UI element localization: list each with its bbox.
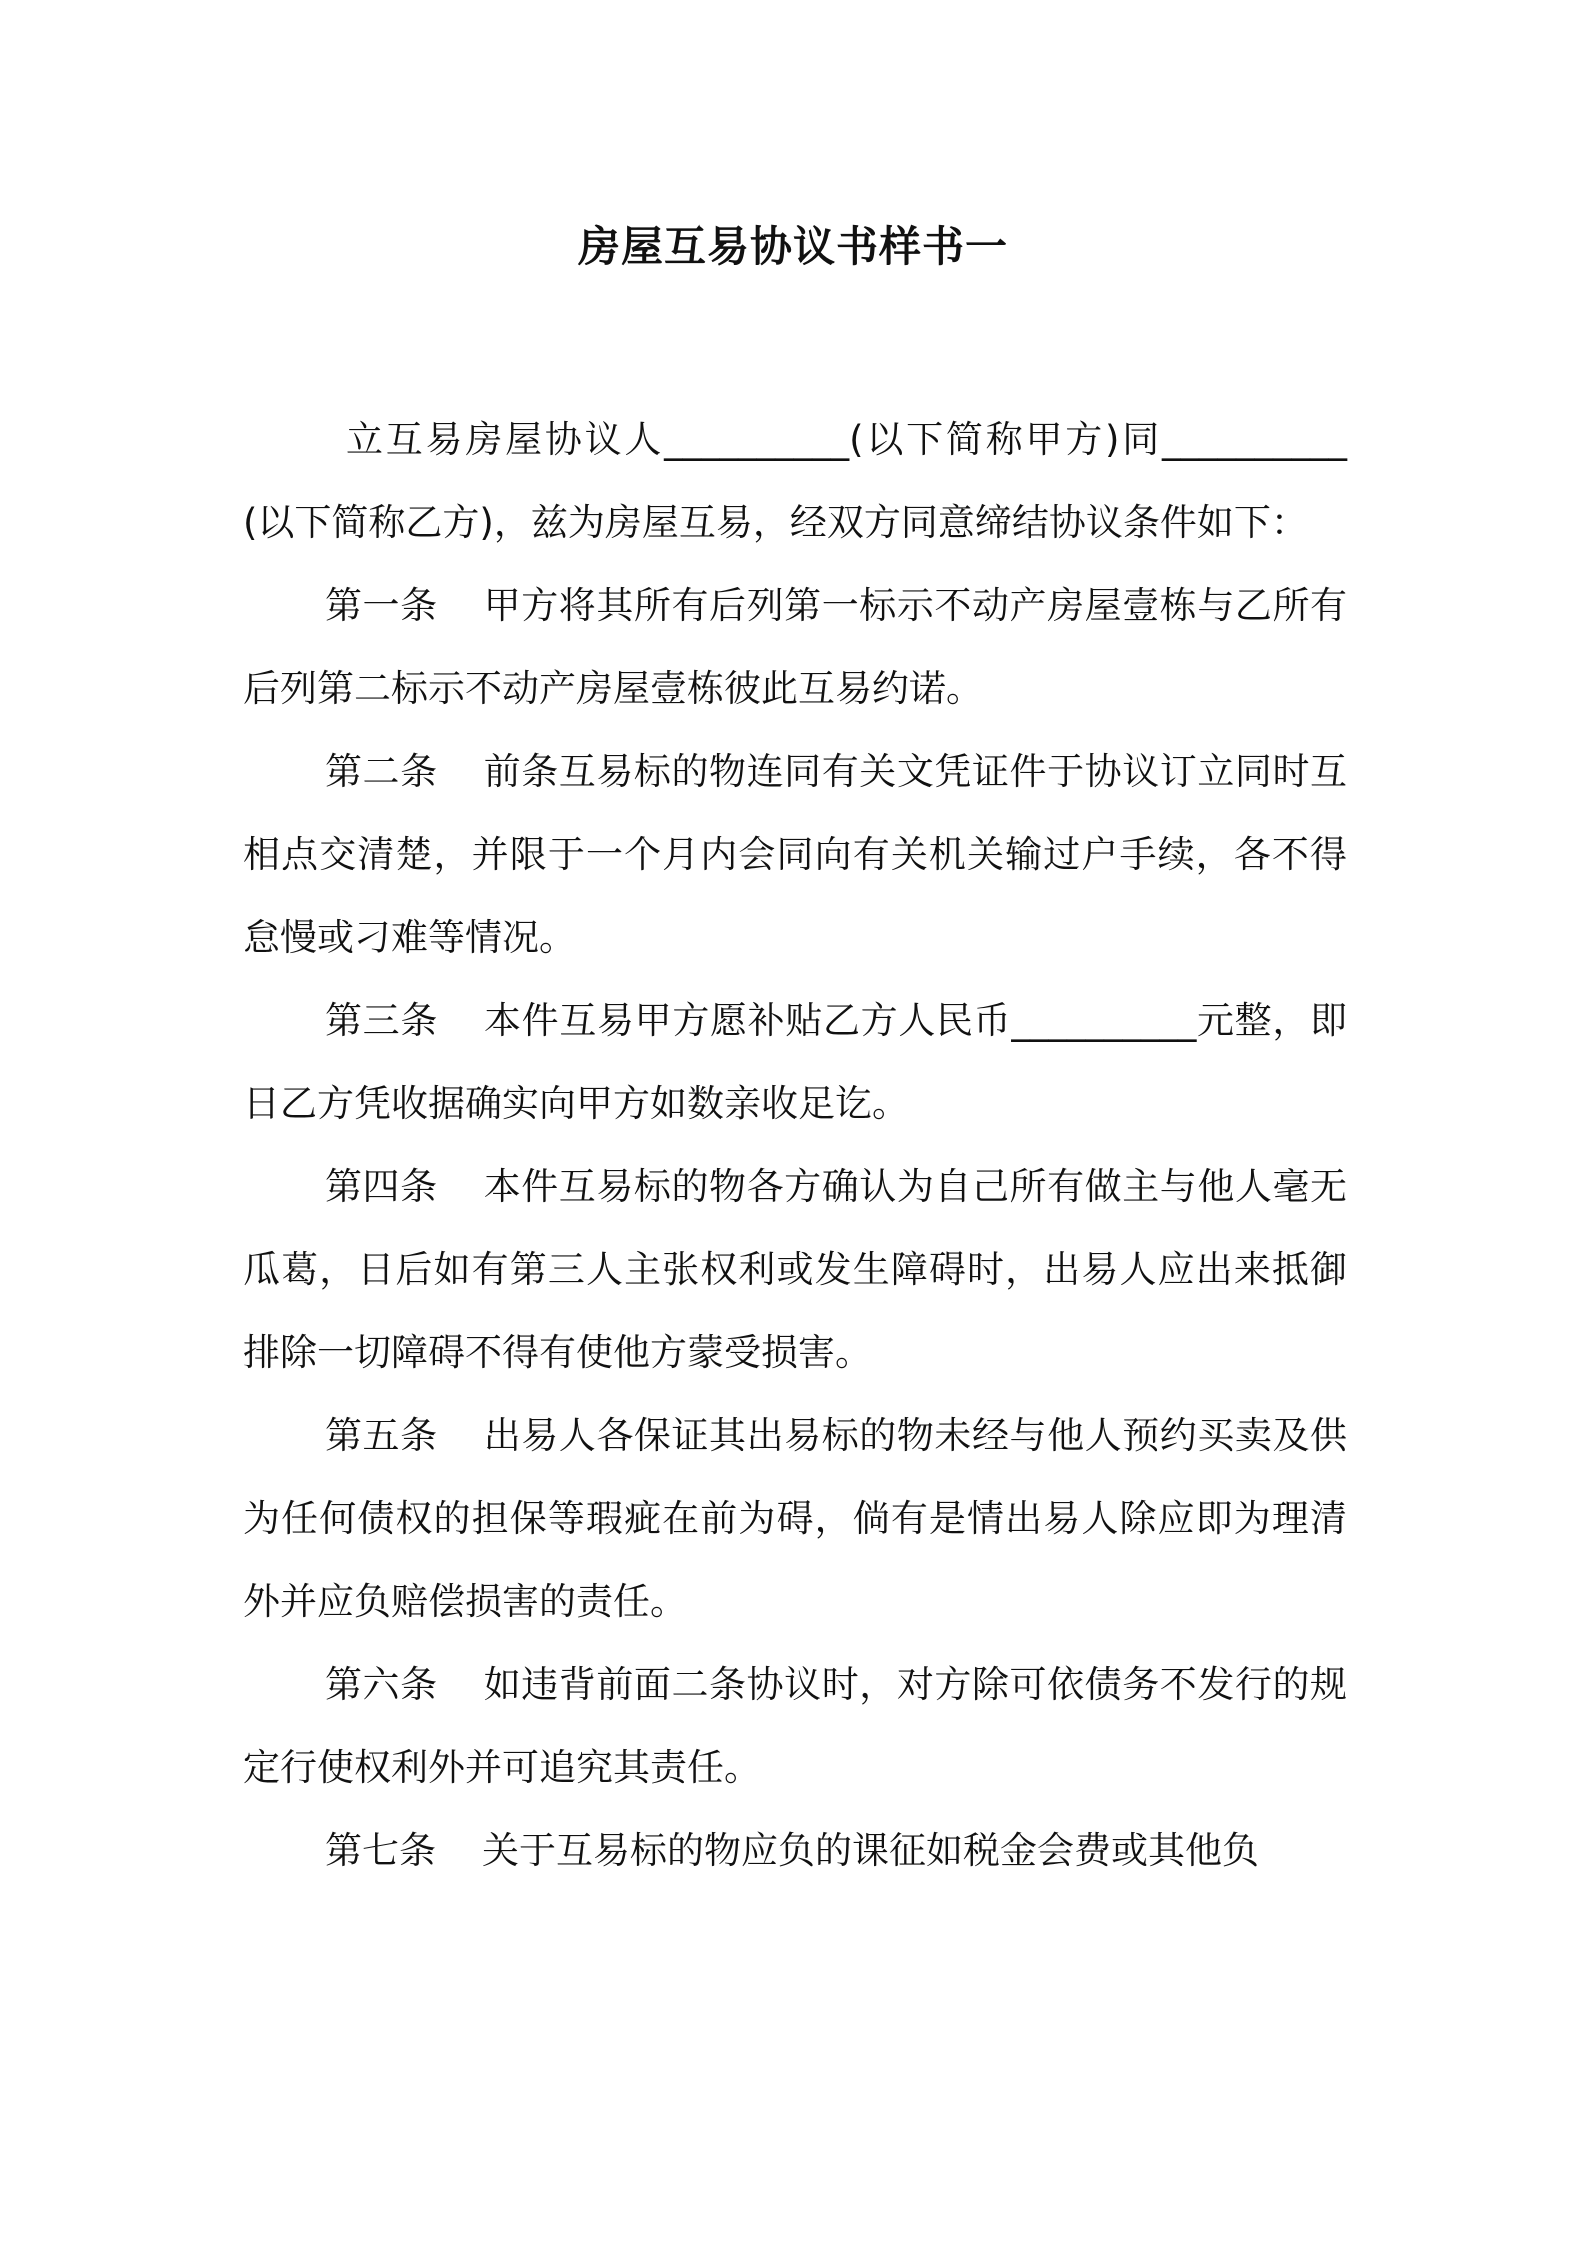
article-text: 关于互易标的物应负的课征如税金会费或其他负 (482, 1829, 1259, 1872)
article-text: 出易人各保证其出易标的物未经与他人预约买卖及供为任何债权的担保等瑕疵在前为碍，倘有是情出易人除应即为理清外并应负赔偿损害的责任。 (243, 1414, 1348, 1623)
document-title: 房屋互易协议书样书一 (577, 222, 1008, 271)
article-number: 第三条 (325, 999, 438, 1042)
article-text: 如违背前面二条协议时，对方除可依债务不发行的规定行使权利外并可追究其责任。 (243, 1663, 1348, 1789)
document-body (243, 398, 1347, 1892)
article-number: 第七条 (325, 1829, 436, 1872)
article-4 (243, 1145, 1347, 1394)
article-number: 第一条 (325, 584, 438, 627)
article-number: 第六条 (325, 1663, 438, 1706)
article-number: 第五条 (325, 1414, 438, 1457)
article-text: 本件互易甲方愿补贴乙方人民币__________元整，即日乙方凭收据确实向甲方如数亲收足讫。 (243, 999, 1347, 1125)
article-1 (243, 564, 1347, 730)
article-text: 前条互易标的物连同有关文凭证件于协议订立同时互相点交清楚，并限于一个月内会同向有关机关输过户手续，各不得怠慢或刁难等情况。 (243, 750, 1348, 959)
article-5 (243, 1394, 1347, 1643)
article-6 (243, 1643, 1347, 1809)
article-text: 甲方将其所有后列第一标示不动产房屋壹栋与乙所有后列第二标示不动产房屋壹栋彼此互易约诺。 (243, 584, 1348, 710)
article-number: 第二条 (325, 750, 438, 793)
intro-paragraph: 立互易房屋协议人__________(以下简称甲方)同__________(以下简称乙方)，兹为房屋互易，经双方同意缔结协议条件如下： (243, 418, 1347, 544)
article-3 (243, 979, 1347, 1145)
article-number: 第四条 (325, 1165, 438, 1208)
article-7 (243, 1809, 1347, 1892)
article-2 (243, 730, 1347, 979)
article-text: 本件互易标的物各方确认为自己所有做主与他人毫无瓜葛，日后如有第三人主张权利或发生障碍时，出易人应出来抵御排除一切障碍不得有使他方蒙受损害。 (243, 1165, 1348, 1374)
